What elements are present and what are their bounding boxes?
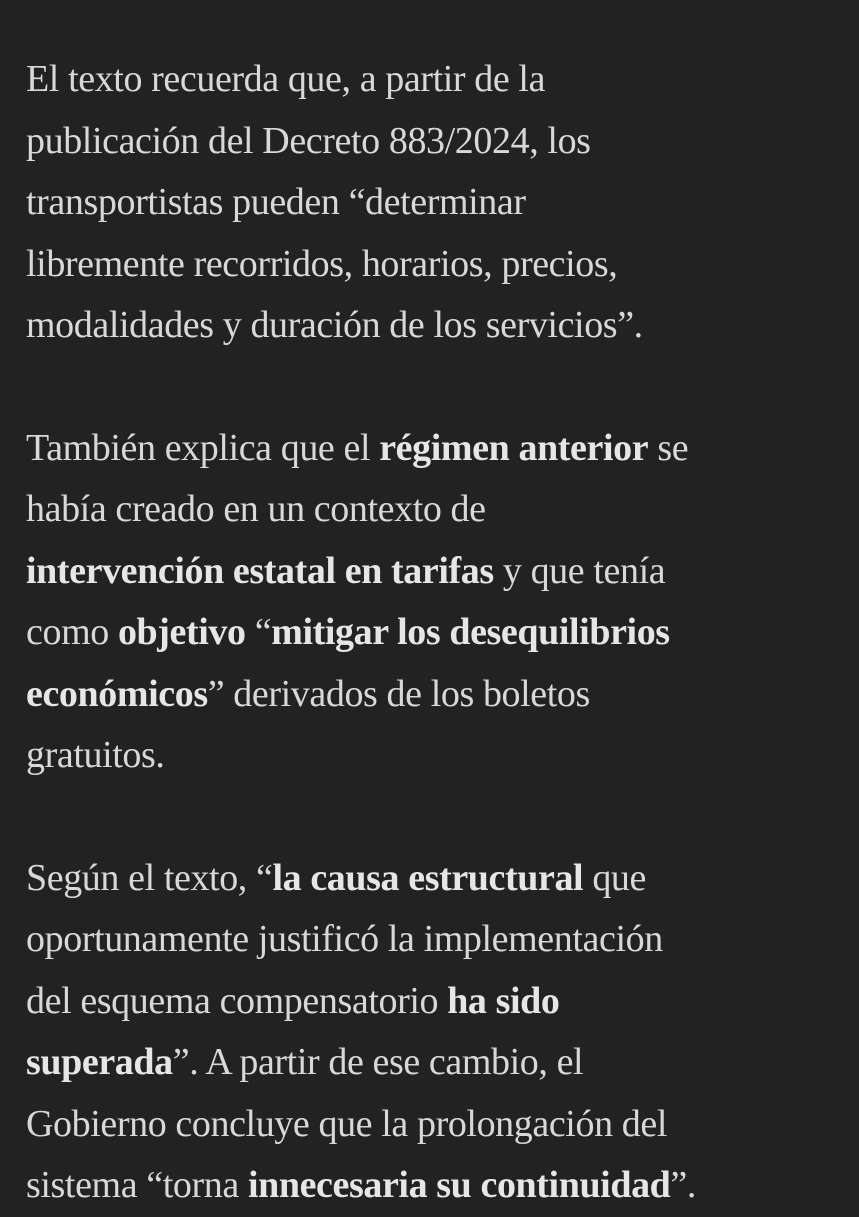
text-segment: ”. (670, 1164, 696, 1206)
text-line (26, 602, 846, 664)
text-line (26, 1094, 846, 1156)
text-line (26, 664, 846, 726)
text-segment: También explica que el (26, 426, 380, 469)
text-line (26, 295, 846, 357)
text-segment: publicación del Decreto 883/2024, los (26, 119, 591, 162)
text-line (26, 909, 846, 971)
text-line (26, 172, 846, 234)
text-segment: sistema “torna (26, 1164, 248, 1206)
bold-text: ha sido (447, 979, 560, 1022)
article-paragraph (26, 418, 846, 787)
text-segment: Según el texto, “ (26, 856, 273, 899)
bold-text: régimen anterior (379, 426, 649, 469)
article-paragraph (26, 848, 846, 1217)
text-line (26, 1032, 846, 1094)
bold-text: innecesaria su continuidad (247, 1164, 671, 1206)
text-line (26, 848, 846, 910)
text-line (26, 234, 846, 296)
bold-text: superada (26, 1041, 173, 1083)
text-segment: “ (245, 611, 272, 653)
text-segment: ” derivados de los boletos (207, 672, 590, 715)
text-segment: que (583, 856, 646, 899)
text-line (26, 725, 846, 787)
bold-text: objetivo (117, 611, 246, 653)
text-segment: Gobierno concluye que la prolongación del (26, 1102, 667, 1145)
bold-text: intervención estatal en tarifas (26, 549, 494, 592)
text-segment: gratuitos. (26, 734, 165, 776)
text-segment: oportunamente justificó la implementación (26, 918, 663, 960)
text-line (26, 1155, 846, 1217)
text-line (26, 971, 846, 1033)
text-segment: del esquema compensatorio (26, 979, 448, 1022)
text-segment: como (26, 611, 118, 653)
bold-text: económicos (26, 672, 208, 715)
text-line (26, 541, 846, 603)
text-line (26, 49, 846, 111)
text-line (26, 418, 846, 480)
text-line (26, 111, 846, 173)
text-segment: había creado en un contexto de (26, 488, 486, 530)
text-segment: ”. A partir de ese cambio, el (172, 1041, 584, 1083)
bold-text: la causa estructural (272, 856, 584, 899)
text-segment: y que tenía (493, 549, 666, 592)
text-segment: El texto recuerda que, a partir de la (26, 58, 546, 100)
text-segment: libremente recorridos, horarios, precios, (26, 242, 618, 285)
text-segment: se (648, 426, 689, 469)
text-line (26, 479, 846, 541)
text-segment: transportistas pueden “determinar (26, 181, 526, 223)
article-body (26, 49, 846, 1217)
article-paragraph (26, 49, 846, 357)
text-segment: modalidades y duración de los servicios”. (26, 304, 643, 346)
bold-text: mitigar los desequilibrios (271, 611, 670, 653)
